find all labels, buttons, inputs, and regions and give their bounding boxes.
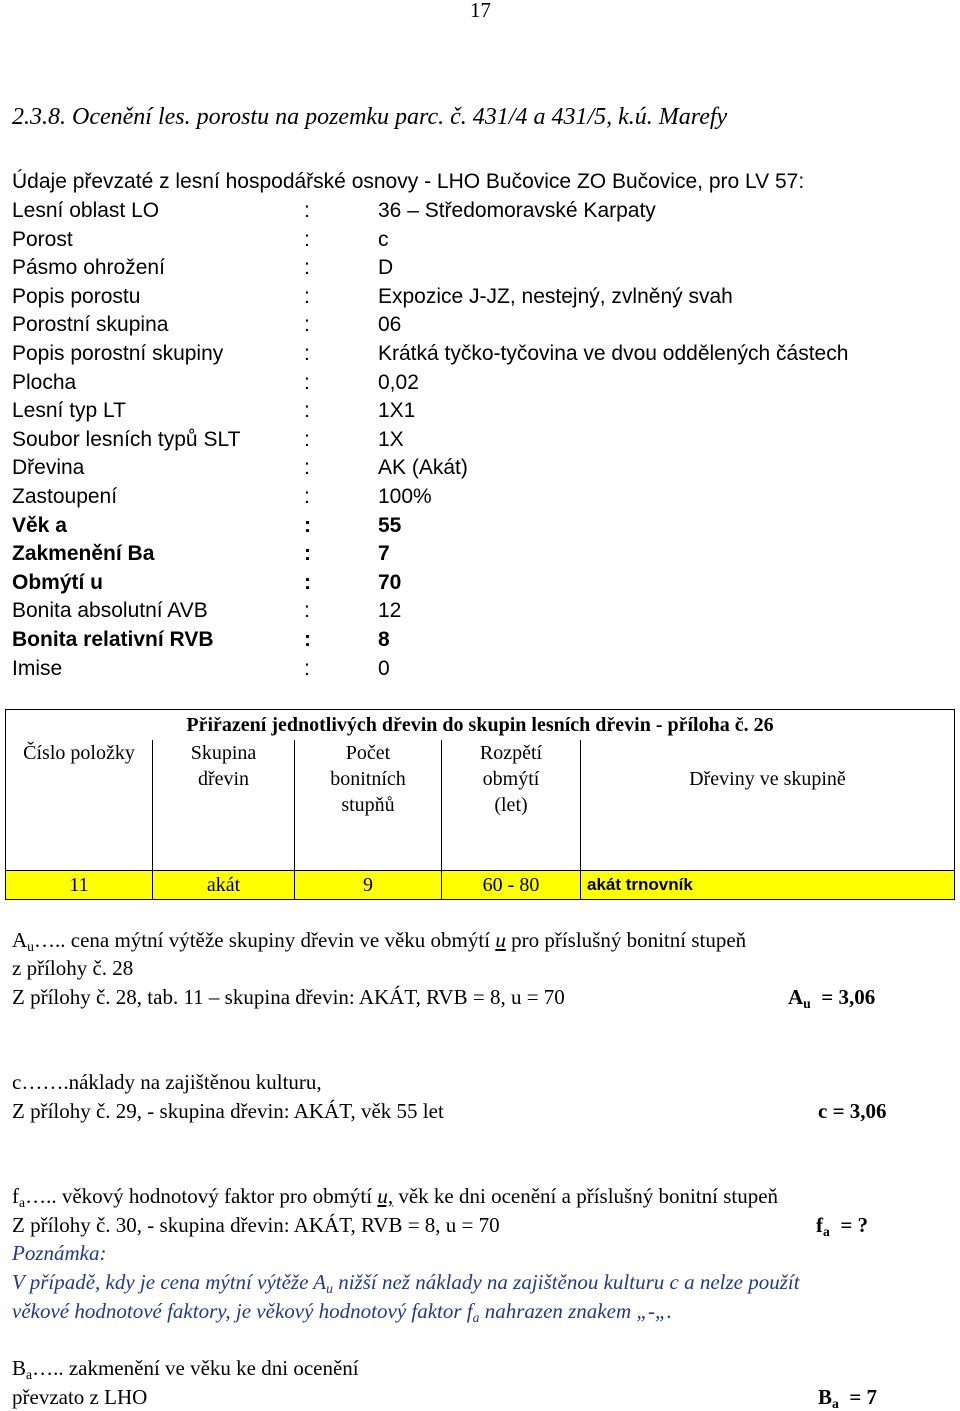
field-value: 1X1 xyxy=(378,399,416,423)
note-line2 xyxy=(12,1299,672,1326)
au-result-value: = 3,06 xyxy=(821,985,876,1009)
field-separator: : xyxy=(304,370,310,394)
field-value: 0 xyxy=(378,656,390,680)
cell-group: akát xyxy=(153,871,295,900)
au-def-u: u xyxy=(495,928,506,952)
field-label: Bonita relativní RVB xyxy=(12,628,214,651)
au-def-text: ….. cena mýtní výtěže skupiny dřevin ve věku obmýtí xyxy=(34,928,491,952)
au-def-end: pro příslušný bonitní stupeň xyxy=(511,928,747,952)
note-line1-b: nižší než náklady na zajištěnou kulturu c a nelze použít xyxy=(332,1270,800,1294)
field-separator: : xyxy=(304,628,311,651)
field-separator: : xyxy=(304,227,310,251)
note-line1 xyxy=(12,1270,800,1297)
field-value: 7 xyxy=(378,542,390,566)
ba-sub: a xyxy=(26,1367,33,1383)
field-separator: : xyxy=(304,199,310,222)
field-value: 12 xyxy=(378,599,402,623)
au-definition xyxy=(12,928,747,955)
header-group xyxy=(153,740,295,871)
field-value: 0,02 xyxy=(378,370,419,394)
ba-result-value: = 7 xyxy=(849,1385,878,1409)
note-line1-a: V případě, kdy je cena mýtní výtěže A xyxy=(12,1270,327,1294)
field-label: Pásmo ohrožení xyxy=(12,256,165,280)
fa-result-sub: a xyxy=(823,1224,830,1240)
field-value: 100% xyxy=(378,485,432,508)
fa-def-text: ….. věkový hodnotový faktor pro obmýtí xyxy=(25,1184,373,1208)
ba-symbol: B xyxy=(12,1356,27,1380)
note-line2-b: nahrazen znakem „-„. xyxy=(479,1299,672,1323)
c-line1: c…….náklady na zajištěnou kulturu, xyxy=(12,1070,322,1094)
c-line2: Z přílohy č. 29, - skupina dřevin: AKÁT, věk 55 let xyxy=(12,1099,444,1123)
field-separator: : xyxy=(304,513,311,537)
field-label: Popis porostu xyxy=(12,284,141,308)
ba-result-sub: a xyxy=(832,1396,839,1411)
field-value: Expozice J-JZ, nestejný, zvlněný svah xyxy=(378,284,733,308)
field-separator: : xyxy=(304,342,310,365)
note-line2-a: věkové hodnotové faktory, je věkový hodnotový faktor f xyxy=(12,1299,473,1323)
field-separator: : xyxy=(304,656,310,680)
field-label: Zakmenění Ba xyxy=(12,542,155,566)
field-value: 55 xyxy=(378,513,402,537)
field-separator: : xyxy=(304,542,311,566)
au-sub: u xyxy=(27,939,34,955)
field-value: 06 xyxy=(378,313,402,337)
field-label: Porostní skupina xyxy=(12,313,169,337)
fa-sub: a xyxy=(19,1195,26,1211)
field-value: 36 – Středomoravské Karpaty xyxy=(378,199,656,222)
au-result xyxy=(788,985,876,1012)
note-line1-sub: u xyxy=(326,1281,333,1297)
field-label: Bonita absolutní AVB xyxy=(12,599,208,623)
header-group-label: Skupina dřevin xyxy=(190,742,257,790)
field-label: Lesní typ LT xyxy=(12,399,127,423)
au-line2: z přílohy č. 28 xyxy=(12,956,134,980)
field-separator: : xyxy=(304,256,310,280)
au-line3: Z přílohy č. 28, tab. 11 – skupina dřevin: AKÁT, RVB = 8, u = 70 xyxy=(12,985,565,1009)
field-value: 1X xyxy=(378,427,404,451)
field-label: Plocha xyxy=(12,370,77,394)
ba-line2: převzato z LHO xyxy=(12,1385,148,1409)
field-separator: : xyxy=(304,313,310,337)
header-site-classes-label: Počet bonitních stupňů xyxy=(330,742,406,816)
header-species: Dřeviny ve skupině xyxy=(581,740,955,871)
field-value: c xyxy=(378,227,389,251)
section-heading: 2.3.8. Ocenění les. porostu na pozemku parc. č. 431/4 a 431/5, k.ú. Marefy xyxy=(12,104,728,130)
field-label: Zastoupení xyxy=(12,485,118,508)
field-value: AK (Akát) xyxy=(378,456,468,480)
fa-def-u: u, xyxy=(377,1184,394,1208)
field-value: 8 xyxy=(378,628,390,651)
cell-item-number: 11 xyxy=(6,871,153,900)
cell-site-classes: 9 xyxy=(295,871,442,900)
header-site-classes xyxy=(295,740,442,871)
tree-group-table xyxy=(5,709,955,900)
field-separator: : xyxy=(304,284,310,308)
fa-definition xyxy=(12,1184,779,1211)
au-symbol: A xyxy=(12,928,28,952)
field-label: Lesní oblast LO xyxy=(12,199,160,222)
note-line2-sub: a xyxy=(472,1310,480,1326)
au-result-symbol: A xyxy=(788,985,804,1009)
field-separator: : xyxy=(304,570,311,594)
cell-species: akát trnovník xyxy=(581,871,955,900)
header-item-number: Číslo položky xyxy=(6,740,153,871)
fa-def-end: věk ke dni ocenění a příslušný bonitní stupeň xyxy=(398,1184,779,1208)
header-rotation-label: Rozpětí obmýtí (let) xyxy=(479,742,543,816)
field-label: Věk a xyxy=(12,513,67,537)
au-result-sub: u xyxy=(803,996,811,1012)
header-rotation xyxy=(442,740,581,871)
field-label: Popis porostní skupiny xyxy=(12,342,224,365)
field-separator: : xyxy=(304,399,310,423)
field-value: Krátká tyčko-tyčovina ve dvou oddělených částech xyxy=(378,342,849,365)
ba-result xyxy=(818,1385,877,1409)
field-label: Porost xyxy=(12,227,73,251)
field-label: Obmýtí u xyxy=(12,570,104,594)
field-value: 70 xyxy=(378,570,402,594)
field-label: Soubor lesních typů SLT xyxy=(12,427,241,451)
field-separator: : xyxy=(304,599,310,623)
field-label: Imise xyxy=(12,656,63,680)
cell-rotation: 60 - 80 xyxy=(442,871,581,900)
field-separator: : xyxy=(304,427,310,451)
field-separator: : xyxy=(304,485,310,508)
ba-result-symbol: B xyxy=(818,1385,833,1409)
fa-result-symbol: f xyxy=(816,1213,823,1237)
page-number: 17 xyxy=(470,0,491,22)
fa-result xyxy=(816,1213,869,1240)
fa-line2: Z přílohy č. 30, - skupina dřevin: AKÁT, RVB = 8, u = 70 xyxy=(12,1213,500,1237)
c-result: c = 3,06 xyxy=(818,1099,887,1123)
fa-symbol: f xyxy=(12,1184,19,1208)
ba-def-text: ….. zakmenění ve věku ke dni ocenění xyxy=(32,1356,359,1380)
field-value: D xyxy=(378,256,394,280)
field-separator: : xyxy=(304,456,310,480)
ba-definition xyxy=(12,1356,359,1383)
fa-result-value: = ? xyxy=(840,1213,869,1237)
table-row xyxy=(6,871,955,900)
table-caption: Přiřazení jednotlivých dřevin do skupin lesních dřevin - příloha č. 26 xyxy=(6,710,955,741)
intro-text: Údaje převzaté z lesní hospodářské osnovy - LHO Bučovice ZO Bučovice, pro LV 57: xyxy=(12,170,805,193)
note-title: Poznámka: xyxy=(12,1241,107,1265)
field-label: Dřevina xyxy=(12,456,85,480)
